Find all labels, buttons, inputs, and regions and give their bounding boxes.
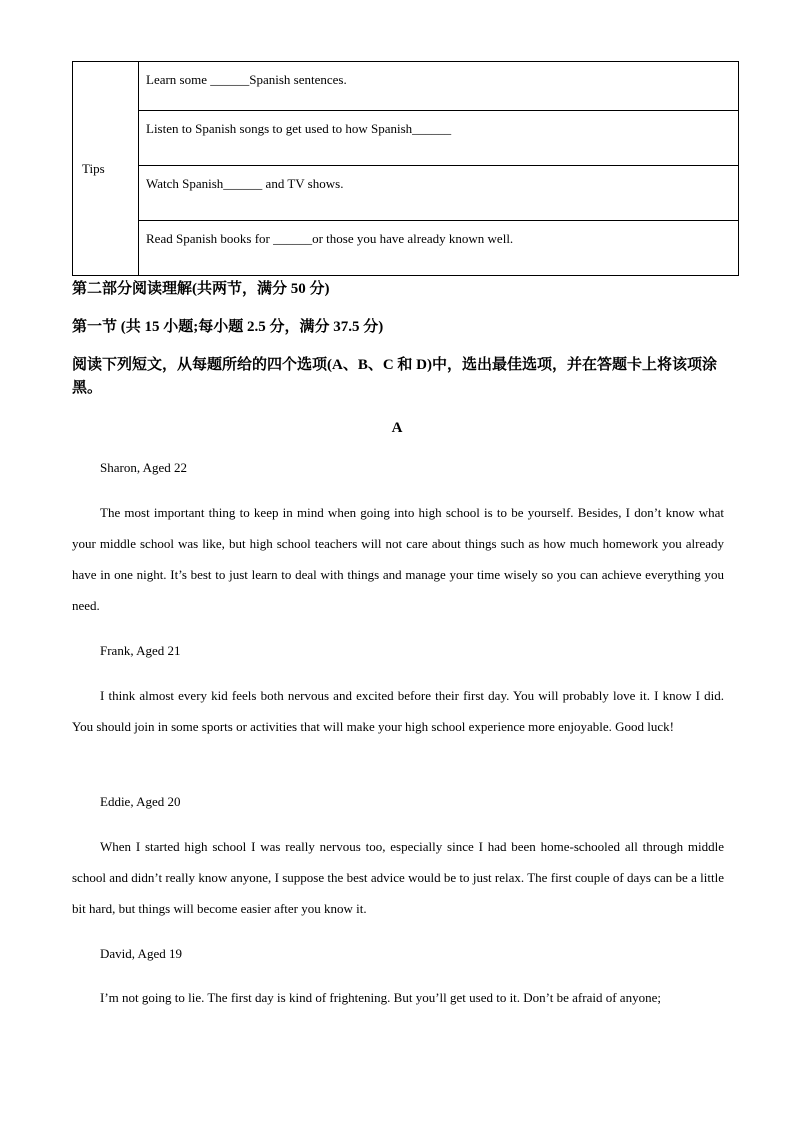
tip-cell-2: Listen to Spanish songs to get used to how Spanish______ [139, 111, 739, 166]
instructions: 阅读下列短文，从每题所给的四个选项(A、B、C 和 D)中，选出最佳选项，并在答题卡上将该项涂黑。 [72, 357, 717, 396]
speaker-name: Eddie, Aged 20 [100, 794, 181, 809]
tips-row [73, 111, 739, 166]
tip-cell-3: Watch Spanish______ and TV shows. [139, 166, 739, 221]
speaker-name: David, Aged 19 [100, 946, 182, 961]
tip-cell-4: Read Spanish books for ______or those you have already known well. [139, 221, 739, 276]
tip-cell-1: Learn some ______Spanish sentences. [139, 62, 739, 111]
speaker-name: Frank, Aged 21 [100, 643, 181, 658]
tips-row [73, 221, 739, 276]
passage-paragraph: I think almost every kid feels both nervous and excited before their first day. You will probably love it. I know I did. You should join in some sports or activities that will make your high school experience more enjoyable. Good luck! [72, 688, 724, 734]
tips-table [72, 61, 739, 276]
tips-row [73, 62, 739, 111]
passage-paragraph: The most important thing to keep in mind when going into high school is to be yourself. Besides, I don’t know what your middle school was like, but high school teachers will not care about things such as how much homework you already have in one night. It’s best to just learn to deal with things and manage your time wisely so you can achieve everything you need. [72, 505, 724, 613]
passage-paragraph: When I started high school I was really nervous too, especially since I had been home-schooled all through middle school and didn’t really know anyone, I suppose the best advice would be to just relax. The first couple of days can be a little bit hard, but things will become easier after you know it. [72, 839, 724, 916]
section-heading: 第一节 (共 15 小题;每小题 2.5 分，满分 37.5 分) [72, 319, 384, 335]
part-heading: 第二部分阅读理解(共两节，满分 50 分) [72, 281, 330, 297]
passage-paragraph: I’m not going to lie. The first day is kind of frightening. But you’ll get used to it. Don’t be afraid of anyone; [100, 990, 661, 1005]
speaker-name: Sharon, Aged 22 [100, 460, 188, 475]
passage-letter: A [391, 420, 403, 436]
tips-label: Tips [73, 62, 139, 276]
tips-row [73, 166, 739, 221]
